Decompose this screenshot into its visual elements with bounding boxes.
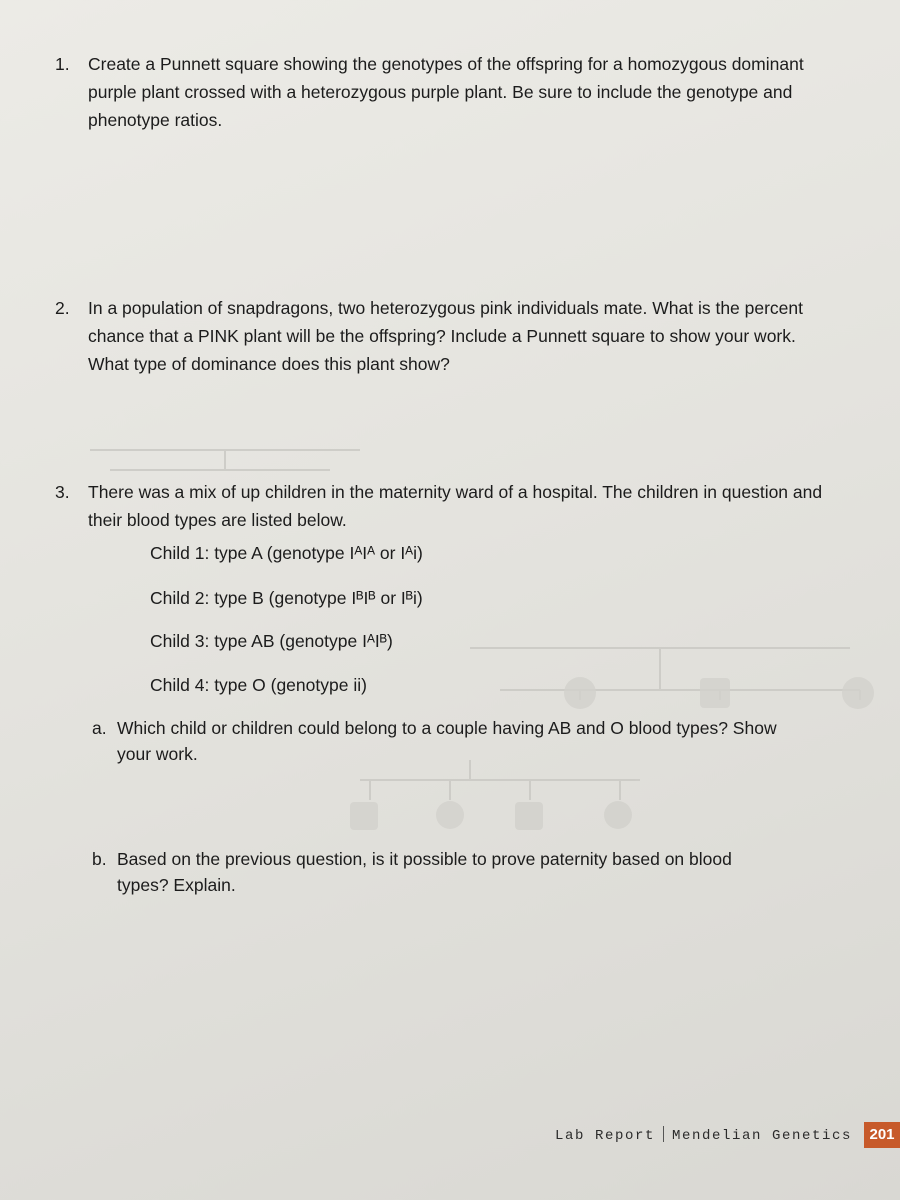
subquestion-text — [117, 846, 867, 898]
genotype: IᴬIᴬ or Iᴬi — [349, 543, 418, 563]
question-line: purple plant crossed with a heterozygous purple plant. Be sure to include the genotype and — [88, 82, 793, 102]
subquestion-letter: b. — [92, 849, 107, 869]
page-number: 201 — [864, 1122, 900, 1148]
child-4-entry: Child 4: type O (genotype ii) — [150, 675, 367, 695]
question-number: 2. — [55, 298, 70, 318]
genotype: ii — [353, 675, 362, 695]
footer-divider — [663, 1126, 664, 1142]
question-text — [88, 50, 900, 134]
genotype: IᴮIᴮ or Iᴮi — [351, 588, 417, 608]
question-text — [88, 478, 900, 534]
subquestion-letter: a. — [92, 718, 107, 738]
question-text — [88, 294, 900, 378]
subquestion-line: Based on the previous question, is it possible to prove paternity based on blood — [117, 849, 732, 869]
child-2-entry: Child 2: type B (genotype IᴮIᴮ or Iᴮi) — [150, 588, 423, 608]
footer-section-label: Lab Report — [554, 1128, 655, 1144]
child-1-entry: Child 1: type A (genotype IᴬIᴬ or Iᴬi) — [150, 543, 423, 563]
page-footer — [555, 1126, 852, 1144]
question-line: phenotype ratios. — [88, 110, 223, 130]
footer-chapter-label: Mendelian Genetics — [671, 1128, 852, 1144]
question-line: Create a Punnett square showing the genotypes of the offspring for a homozygous dominant — [88, 54, 804, 74]
question-line: chance that a PINK plant will be the offspring? Include a Punnett square to show your work. — [88, 326, 796, 346]
question-line: There was a mix of up children in the maternity ward of a hospital. The children in question and — [88, 482, 823, 502]
question-number: 1. — [55, 54, 70, 74]
genotype: IᴬIᴮ — [362, 631, 387, 651]
question-line: In a population of snapdragons, two heterozygous pink individuals mate. What is the percent — [88, 298, 804, 318]
subquestion-text — [117, 715, 867, 767]
question-number: 3. — [55, 482, 70, 502]
question-line: What type of dominance does this plant show? — [88, 354, 450, 374]
subquestion-line: Which child or children could belong to a couple having AB and O blood types? Show — [117, 718, 777, 738]
subquestion-line: your work. — [117, 744, 198, 764]
subquestion-line: types? Explain. — [117, 875, 236, 895]
child-3-entry: Child 3: type AB (genotype IᴬIᴮ) — [150, 631, 393, 651]
question-line: their blood types are listed below. — [88, 510, 347, 530]
